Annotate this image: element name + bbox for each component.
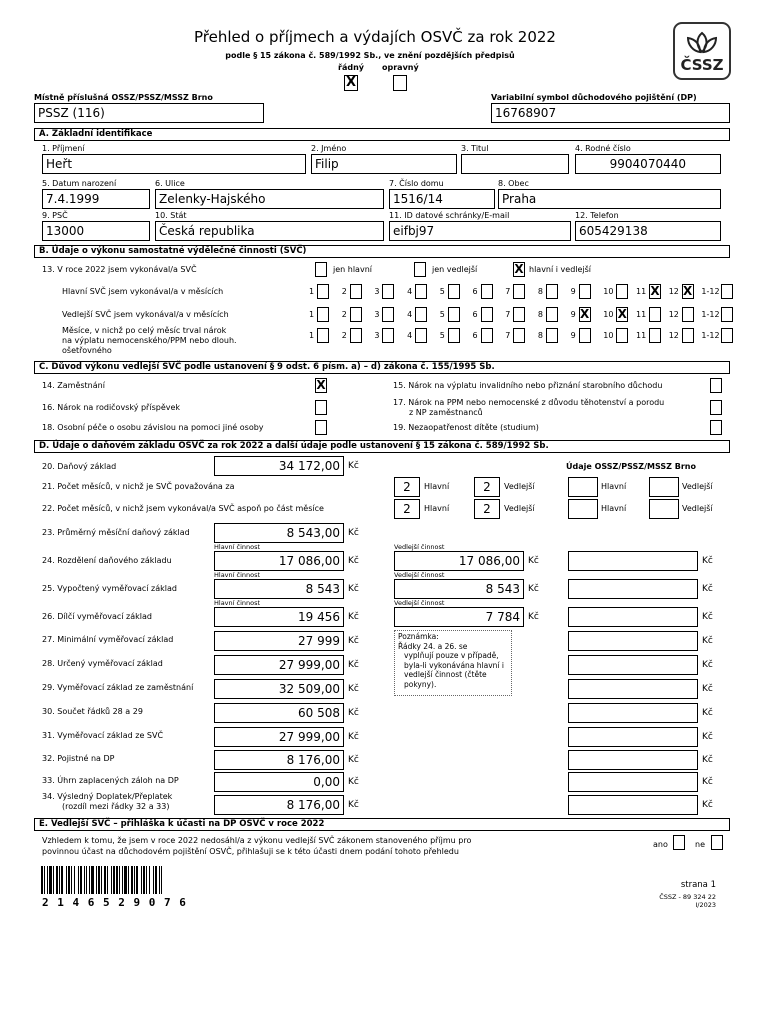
prijmeni-label: 1. Příjmení (42, 144, 85, 153)
r27-field[interactable]: 27 999 (214, 631, 344, 651)
month-label-hlavni-6: 6 (472, 287, 478, 296)
r22-office-vedlejsi-label: Vedlejší (682, 504, 713, 513)
month-checkbox-hlavni-11[interactable]: X (650, 284, 660, 298)
r26-vedlejsi-field[interactable]: 7 784 (394, 607, 524, 627)
month-checkbox-vedlejsi-12[interactable] (682, 307, 694, 322)
r24-label: 24. Rozdělení daňového základu (42, 556, 172, 565)
form-subtitle: podle § 15 zákona č. 589/1992 Sb., ve znění pozdějších předpisů (225, 51, 515, 60)
r21-office-vedlejsi-field[interactable] (649, 477, 679, 497)
barcode-bar (119, 866, 120, 894)
barcode-bar (61, 866, 63, 894)
month-label-nemocenske-6: 6 (472, 331, 478, 340)
r32-field[interactable]: 8 176,00 (214, 750, 344, 770)
rodne-cislo-field[interactable]: 9904070440 (575, 154, 721, 174)
logo-text: ČSSZ (680, 56, 724, 74)
month-label-hlavni-12: 12 (668, 287, 679, 296)
month-checkbox-vedlejsi-10[interactable]: X (617, 307, 627, 321)
month-label-vedlejsi-2: 2 (341, 310, 347, 319)
r26-office-field[interactable] (568, 607, 698, 627)
month-label-hlavni-8: 8 (537, 287, 543, 296)
month-label-vedlejsi-5: 5 (439, 310, 445, 319)
month-label-vedlejsi-3: 3 (374, 310, 380, 319)
prijmeni-field[interactable]: Heřt (42, 154, 306, 174)
r24-vedlejsi-field[interactable]: 17 086,00 (394, 551, 524, 571)
month-label-nemocenske-10: 10 (603, 331, 614, 340)
month-checkbox-nemocenske-7[interactable] (513, 328, 525, 343)
r32-label: 32. Pojistné na DP (42, 754, 115, 763)
c19-label: 19. Nezaopatřenost dítěte (studium) (393, 423, 539, 432)
barcode-bar (47, 866, 48, 894)
r34-office-field[interactable] (568, 795, 698, 815)
r32-kc: Kč (348, 755, 359, 765)
month-checkbox-hlavni-10[interactable] (616, 284, 628, 299)
note-line-6: pokyny). (404, 679, 437, 689)
barcode-bar (149, 866, 150, 894)
barcode-bar (49, 866, 52, 894)
page-number: strana 1 (680, 880, 716, 890)
month-label-hlavni-7: 7 (505, 287, 511, 296)
month-label-nemocenske-12: 12 (668, 331, 679, 340)
month-label-nemocenske-1: 1 (309, 331, 315, 340)
month-label-hlavni-2: 2 (341, 287, 347, 296)
barcode-bar (107, 866, 108, 894)
r25-office-field[interactable] (568, 579, 698, 599)
r22-vedlejsi-field[interactable]: 2 (474, 499, 500, 519)
r26-hlavni-field[interactable]: 19 456 (214, 607, 344, 627)
r21-label: 21. Počet měsíců, v nichž je SVČ považována za (42, 482, 235, 491)
month-label-nemocenske-3: 3 (374, 331, 380, 340)
month-checkbox-nemocenske-5[interactable] (448, 328, 460, 343)
r21-vedlejsi-label: Vedlejší (504, 482, 535, 491)
month-label-vedlejsi-10: 10 (603, 310, 614, 319)
jmeno-label: 2. Jméno (311, 144, 347, 153)
barcode-bar (136, 866, 138, 894)
r29-kc: Kč (348, 684, 359, 694)
month-checkbox-nemocenske-6[interactable] (481, 328, 493, 343)
month-label-vedlejsi-12: 12 (668, 310, 679, 319)
ne-checkbox[interactable] (711, 835, 723, 850)
barcode-bar (155, 866, 157, 894)
obec-label: 8. Obec (498, 179, 529, 188)
jen-hlavni-label: jen hlavní (333, 265, 372, 274)
r26-vedlejsi-caption: Vedlejší činnost (394, 599, 445, 607)
r29-label: 29. Vyměřovací základ ze zaměstnání (42, 683, 194, 692)
c18-label: 18. Osobní péče o osobu závislou na pomoci jiné osoby (42, 423, 264, 432)
titul-field[interactable] (461, 154, 569, 174)
r22-hlavni-field[interactable]: 2 (394, 499, 420, 519)
vedlejsi-mesice-label: Vedlejší SVČ jsem vykonával/a v měsících (62, 310, 229, 319)
r24-hlavni-field[interactable]: 17 086,00 (214, 551, 344, 571)
ulice-label: 6. Ulice (155, 179, 185, 188)
month-label-vedlejsi-11: 11 (636, 310, 647, 319)
office-field[interactable]: PSSZ (116) (34, 103, 264, 123)
r24-vedlejsi-kc: Kč (528, 556, 539, 566)
cislo-domu-field[interactable]: 1516/14 (389, 189, 495, 209)
c14-checkbox[interactable]: X (316, 378, 326, 392)
r33-kc: Kč (348, 777, 359, 787)
month-checkbox-hlavni-12[interactable]: X (683, 284, 693, 298)
section-d-header: D. Údaje o daňovém základu OSVČ za rok 2022 a další údaje podle ustanovení § 15 zákona č. 589/1992 Sb. (34, 440, 730, 453)
barcode-bar (146, 866, 147, 894)
c15-checkbox[interactable] (710, 378, 722, 393)
month-label-nemocenske-2: 2 (341, 331, 347, 340)
barcode-bar (141, 866, 142, 894)
r33-office-field[interactable] (568, 772, 698, 792)
c18-checkbox[interactable] (315, 420, 327, 435)
section-e-header: E. Vedlejší SVČ – přihláška k účasti na DP OSVČ v roce 2022 (34, 818, 730, 831)
note-line-3: vyplňují pouze v případě, (404, 651, 499, 660)
varsym-field[interactable]: 16768907 (491, 103, 730, 123)
r34-label-2: (rozdíl mezi řádky 32 a 33) (62, 802, 170, 811)
r26-vedlejsi-kc: Kč (528, 612, 539, 622)
barcode-bar (153, 866, 154, 894)
hlavni-i-vedlejsi-label: hlavní i vedlejší (529, 265, 592, 274)
barcode-bar (53, 866, 54, 894)
barcode-number: 2 1 4 6 5 2 9 0 7 6 (42, 896, 187, 909)
r33-office-kc: Kč (702, 777, 713, 787)
c19-checkbox[interactable] (710, 420, 722, 435)
month-checkbox-vedlejsi-11[interactable] (649, 307, 661, 322)
office-data-header: Údaje OSSZ/PSSZ/MSSZ Brno (566, 462, 696, 471)
month-label-vedlejsi-1: 1 (309, 310, 315, 319)
barcode-bar (59, 866, 60, 894)
month-checkbox-vedlejsi-7[interactable] (513, 307, 525, 322)
r28-office-kc: Kč (702, 660, 713, 670)
month-checkbox-vedlejsi-9[interactable]: X (579, 307, 590, 321)
ulice-field[interactable]: Zelenky-Hajského (155, 189, 384, 209)
month-label-hlavni-1: 1 (309, 287, 315, 296)
r33-label: 33. Úhrn zaplacených záloh na DP (42, 776, 179, 785)
barcode-bar (104, 866, 106, 894)
r34-field[interactable]: 8 176,00 (214, 795, 344, 815)
month-checkbox-nemocenske-10[interactable] (616, 328, 628, 343)
note-line-1: Poznámka: (398, 632, 439, 641)
month-checkbox-hlavni-2[interactable] (350, 284, 362, 299)
month-label-nemocenske-11: 11 (636, 331, 647, 340)
form-code: ČSSZ - 89 324 22 (659, 893, 716, 901)
month-checkbox-vedlejsi-1[interactable] (317, 307, 329, 322)
section-e-text-2: povinnou účast na důchodovém pojištění OSVČ, přihlašuji se k této účasti dnem podání tohoto přehledu (42, 847, 459, 856)
r34-office-kc: Kč (702, 800, 713, 810)
month-label-vedlejsi-13: 1-12 (701, 310, 720, 319)
c14-label: 14. Zaměstnání (42, 381, 105, 390)
r24-vedlejsi-caption: Vedlejší činnost (394, 543, 445, 551)
month-checkbox-vedlejsi-6[interactable] (481, 307, 493, 322)
r21-office-hlavni-field[interactable] (568, 477, 598, 497)
r29-field[interactable]: 32 509,00 (214, 679, 344, 699)
r31-label: 31. Vyměřovací základ ze SVČ (42, 731, 164, 740)
month-checkbox-nemocenske-4[interactable] (415, 328, 427, 343)
r28-field[interactable]: 27 999,00 (214, 655, 344, 675)
r22-label: 22. Počet měsíců, v nichž jsem vykonával/a SVČ aspoň po část měsíce (42, 504, 324, 513)
month-checkbox-hlavni-5[interactable] (448, 284, 460, 299)
barcode-bar (113, 866, 115, 894)
month-checkbox-hlavni-1[interactable] (317, 284, 329, 299)
month-checkbox-nemocenske-8[interactable] (546, 328, 558, 343)
r21-hlavni-label: Hlavní (424, 482, 450, 491)
datum-narozeni-label: 5. Datum narození (42, 179, 117, 188)
barcode-bar (128, 866, 129, 894)
datova-schranka-label: 11. ID datové schránky/E-mail (389, 211, 510, 220)
r22-hlavni-label: Hlavní (424, 504, 450, 513)
opravny-checkbox[interactable] (393, 75, 407, 91)
varsym-label: Variabilní symbol důchodového pojištění (DP) (491, 93, 697, 102)
datova-schranka-field[interactable]: eifbj97 (389, 221, 571, 241)
r25-hlavni-kc: Kč (348, 584, 359, 594)
c17-label-1: 17. Nárok na PPM nebo nemocenské z důvodu těhotenství a porodu (393, 398, 665, 407)
c17-checkbox[interactable] (710, 400, 722, 415)
r30-field[interactable]: 60 508 (214, 703, 344, 723)
r24-hlavni-caption: Hlavní činnost (214, 543, 261, 551)
month-label-nemocenske-4: 4 (407, 331, 413, 340)
stat-field[interactable]: Česká republika (155, 221, 384, 241)
month-label-hlavni-13: 1-12 (701, 287, 720, 296)
barcode-bar (86, 866, 87, 894)
nemocenske-mesice-label-1: Měsíce, v nichž po celý měsíc trval nárok (62, 326, 227, 335)
r32-office-kc: Kč (702, 755, 713, 765)
month-label-vedlejsi-4: 4 (407, 310, 413, 319)
month-label-nemocenske-7: 7 (505, 331, 511, 340)
barcode-bar (134, 866, 135, 894)
r27-office-field[interactable] (568, 631, 698, 651)
month-label-vedlejsi-6: 6 (472, 310, 478, 319)
month-checkbox-nemocenske-2[interactable] (350, 328, 362, 343)
section-c-header: C. Důvod výkonu vedlejší SVČ podle ustanovení § 9 odst. 6 písm. a) – d) zákona č. 155/1995 Sb. (34, 361, 730, 374)
datum-narozeni-field[interactable]: 7.4.1999 (42, 189, 150, 209)
section-e-text-1: Vzhledem k tomu, že jsem v roce 2022 nedosáhl/a z výkonu vedlejší SVČ zákonem stanoveného příjmu pro (42, 836, 472, 845)
r22-office-hlavni-label: Hlavní (601, 504, 627, 513)
month-label-vedlejsi-7: 7 (505, 310, 511, 319)
r25-hlavni-field[interactable]: 8 543 (214, 579, 344, 599)
r28-label: 28. Určený vyměřovací základ (42, 659, 163, 668)
month-label-vedlejsi-8: 8 (537, 310, 543, 319)
barcode-bar (101, 866, 102, 894)
r27-label: 27. Minimální vyměřovací základ (42, 635, 174, 644)
barcode-bar (111, 866, 112, 894)
month-checkbox-hlavni-4[interactable] (415, 284, 427, 299)
month-checkbox-vedlejsi-8[interactable] (546, 307, 558, 322)
cislo-domu-label: 7. Číslo domu (389, 179, 444, 188)
month-label-hlavni-11: 11 (636, 287, 647, 296)
r21-office-vedlejsi-label: Vedlejší (682, 482, 713, 491)
barcode-bar (74, 866, 75, 894)
section-a-header: A. Základní identifikace (34, 128, 730, 141)
month-checkbox-vedlejsi-13[interactable] (721, 307, 733, 322)
month-checkbox-hlavni-3[interactable] (382, 284, 394, 299)
month-checkbox-nemocenske-13[interactable] (721, 328, 733, 343)
month-label-nemocenske-9: 9 (570, 331, 576, 340)
telefon-label: 12. Telefon (575, 211, 619, 220)
cssz-logo (673, 22, 731, 80)
r21-office-hlavni-label: Hlavní (601, 482, 627, 491)
barcode-bar (78, 866, 79, 894)
r25-label: 25. Vypočtený vyměřovací základ (42, 584, 177, 593)
month-label-vedlejsi-9: 9 (570, 310, 576, 319)
jmeno-field[interactable]: Filip (311, 154, 457, 174)
r24-office-field[interactable] (568, 551, 698, 571)
jen-hlavni-checkbox[interactable] (315, 262, 327, 277)
month-label-nemocenske-8: 8 (537, 331, 543, 340)
c17-label-2: z NP zaměstnanců (409, 408, 483, 417)
r30-office-kc: Kč (702, 708, 713, 718)
month-checkbox-vedlejsi-3[interactable] (382, 307, 394, 322)
titul-label: 3. Titul (461, 144, 489, 153)
note-box (394, 630, 512, 696)
stat-label: 10. Stát (155, 211, 187, 220)
hlavni-i-vedlejsi-checkbox[interactable]: X (514, 262, 524, 276)
r25-office-kc: Kč (702, 584, 713, 594)
month-label-hlavni-4: 4 (407, 287, 413, 296)
r23-kc: Kč (348, 528, 359, 538)
month-checkbox-hlavni-6[interactable] (481, 284, 493, 299)
nemocenske-mesice-label-3: ošetřovného (62, 346, 112, 355)
r25-vedlejsi-caption: Vedlejší činnost (394, 571, 445, 579)
barcode-bar (71, 866, 72, 894)
ano-label: ano (653, 840, 668, 849)
month-checkbox-nemocenske-1[interactable] (317, 328, 329, 343)
r29-office-kc: Kč (702, 684, 713, 694)
barcode-bar (161, 866, 162, 894)
month-checkbox-hlavni-7[interactable] (513, 284, 525, 299)
jen-vedlejsi-checkbox[interactable] (414, 262, 426, 277)
q13-label: 13. V roce 2022 jsem vykonával/a SVČ (42, 265, 197, 274)
r28-kc: Kč (348, 660, 359, 670)
month-label-hlavni-10: 10 (603, 287, 614, 296)
psc-label: 9. PSČ (42, 211, 68, 220)
radny-label: řádný (338, 63, 364, 72)
month-label-nemocenske-13: 1-12 (701, 331, 720, 340)
r30-label: 30. Součet řádků 28 a 29 (42, 707, 143, 716)
r32-office-field[interactable] (568, 750, 698, 770)
barcode-bar (80, 866, 82, 894)
month-checkbox-vedlejsi-2[interactable] (350, 307, 362, 322)
month-checkbox-nemocenske-12[interactable] (682, 328, 694, 343)
r20-kc: Kč (348, 461, 359, 471)
barcode-bar (66, 866, 67, 894)
r31-office-field[interactable] (568, 727, 698, 747)
month-checkbox-nemocenske-11[interactable] (649, 328, 661, 343)
form-title: Přehled o příjmech a výdajích OSVČ za rok 2022 (194, 28, 556, 46)
r22-office-hlavni-field[interactable] (568, 499, 598, 519)
r24-hlavni-kc: Kč (348, 556, 359, 566)
note-line-2: Řádky 24. a 26. se (398, 641, 468, 651)
barcode-bar (41, 866, 43, 894)
r23-field[interactable]: 8 543,00 (214, 523, 344, 543)
r27-kc: Kč (348, 636, 359, 646)
barcode-bar (89, 866, 90, 894)
note-line-4: byla-li vykonávána hlavní i (404, 660, 504, 670)
telefon-field[interactable]: 605429138 (575, 221, 721, 241)
nemocenske-mesice-label-2: na výplatu nemocenského/PPM nebo dlouh. (62, 336, 237, 345)
month-checkbox-nemocenske-9[interactable] (579, 328, 591, 343)
r25-vedlejsi-kc: Kč (528, 584, 539, 594)
barcode-bar (131, 866, 133, 894)
barcode-bar (116, 866, 118, 894)
r25-vedlejsi-field[interactable]: 8 543 (394, 579, 524, 599)
r28-office-field[interactable] (568, 655, 698, 675)
barcode-bar (124, 866, 127, 894)
r26-hlavni-caption: Hlavní činnost (214, 599, 261, 607)
month-checkbox-hlavni-9[interactable] (579, 284, 591, 299)
month-checkbox-vedlejsi-5[interactable] (448, 307, 460, 322)
c15-label: 15. Nárok na výplatu invalidního nebo přiznání starobního důchodu (393, 381, 663, 390)
month-checkbox-vedlejsi-4[interactable] (415, 307, 427, 322)
r22-office-vedlejsi-field[interactable] (649, 499, 679, 519)
r26-office-kc: Kč (702, 612, 713, 622)
barcode-bar (122, 866, 123, 894)
opravny-label: opravný (382, 63, 419, 72)
r33-field[interactable]: 0,00 (214, 772, 344, 792)
r22-vedlejsi-label: Vedlejší (504, 504, 535, 513)
r29-office-field[interactable] (568, 679, 698, 699)
month-checkbox-hlavni-8[interactable] (546, 284, 558, 299)
r34-kc: Kč (348, 800, 359, 810)
month-label-hlavni-5: 5 (439, 287, 445, 296)
psc-field[interactable]: 13000 (42, 221, 150, 241)
barcode-bar (84, 866, 85, 894)
obec-field[interactable]: Praha (498, 189, 721, 209)
r34-label-1: 34. Výsledný Doplatek/Přeplatek (42, 792, 173, 801)
c16-label: 16. Nárok na rodičovský příspěvek (42, 403, 181, 412)
form-edition: I/2023 (695, 901, 716, 909)
month-label-hlavni-3: 3 (374, 287, 380, 296)
barcode-bar (44, 866, 45, 894)
ne-label: ne (695, 840, 705, 849)
r23-label: 23. Průměrný měsíční daňový základ (42, 528, 190, 537)
r26-hlavni-kc: Kč (348, 612, 359, 622)
c16-checkbox[interactable] (315, 400, 327, 415)
r27-office-kc: Kč (702, 636, 713, 646)
office-label: Místně příslušná OSSZ/PSSZ/MSSZ Brno (34, 93, 213, 102)
r24-office-kc: Kč (702, 556, 713, 566)
barcode-bar (91, 866, 94, 894)
r21-hlavni-field[interactable]: 2 (394, 477, 420, 497)
r31-kc: Kč (348, 732, 359, 742)
r31-office-kc: Kč (702, 732, 713, 742)
r21-vedlejsi-field[interactable]: 2 (474, 477, 500, 497)
section-b-header: B. Údaje o výkonu samostatné výdělečné činnosti (SVČ) (34, 245, 730, 258)
r20-label: 20. Daňový základ (42, 462, 117, 471)
month-label-hlavni-9: 9 (570, 287, 576, 296)
r31-field[interactable]: 27 999,00 (214, 727, 344, 747)
radny-checkbox[interactable]: X (345, 75, 357, 90)
barcode-bar (68, 866, 70, 894)
r26-label: 26. Dílčí vyměřovací základ (42, 612, 152, 621)
r30-kc: Kč (348, 708, 359, 718)
rodne-cislo-label: 4. Rodné číslo (575, 144, 631, 153)
r25-hlavni-caption: Hlavní činnost (214, 571, 261, 579)
r20-field[interactable]: 34 172,00 (214, 456, 344, 476)
month-checkbox-hlavni-13[interactable] (721, 284, 733, 299)
barcode-bar (56, 866, 58, 894)
month-label-nemocenske-5: 5 (439, 331, 445, 340)
ano-checkbox[interactable] (673, 835, 685, 850)
barcode-bar (143, 866, 145, 894)
barcode-bar (98, 866, 100, 894)
barcode-bar (159, 866, 160, 894)
r30-office-field[interactable] (568, 703, 698, 723)
note-line-5: vedlejší činnost (čtěte (404, 670, 487, 679)
leaf-logo-icon (675, 28, 729, 56)
month-checkbox-nemocenske-3[interactable] (382, 328, 394, 343)
hlavni-mesice-label: Hlavní SVČ jsem vykonával/a v měsících (62, 287, 224, 296)
jen-vedlejsi-label: jen vedlejší (432, 265, 478, 274)
barcode-bar (96, 866, 97, 894)
